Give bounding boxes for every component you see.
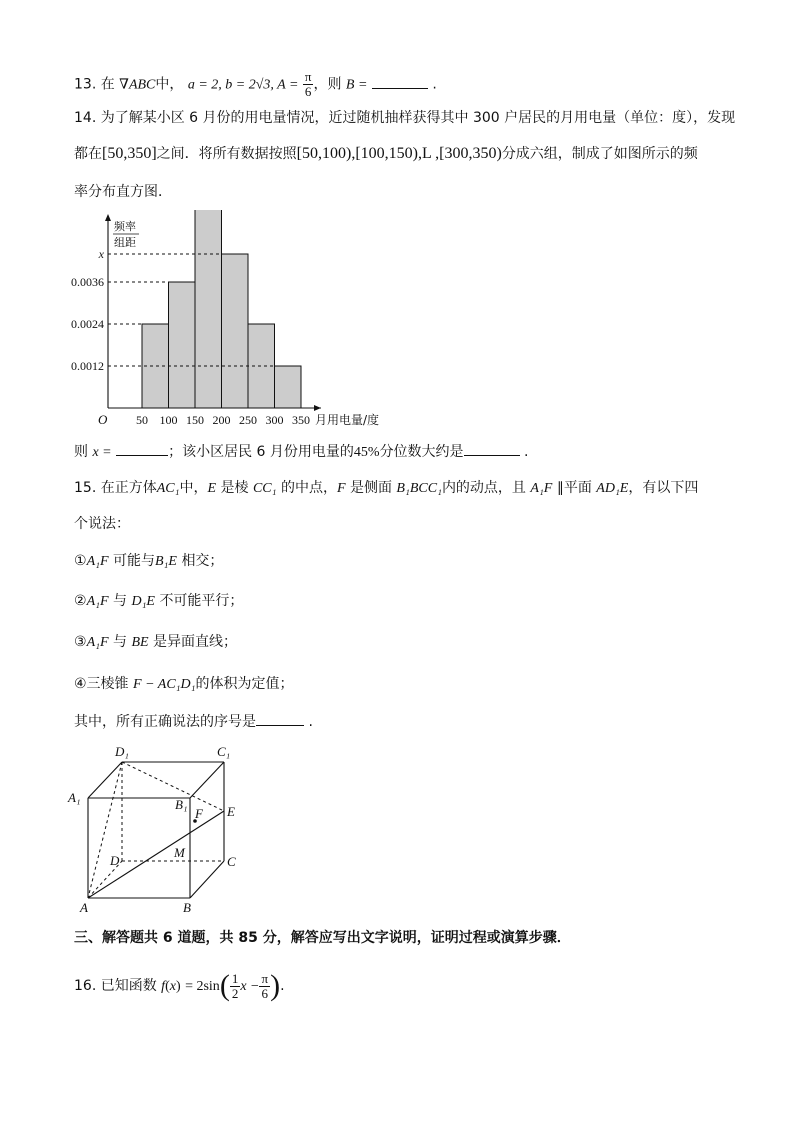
q15-line1-a: 在正方体 <box>100 480 157 496</box>
x-tick-label: 50 <box>136 413 148 427</box>
q15-statement-3 <box>74 632 237 653</box>
q15-line2 <box>74 514 130 534</box>
x-tick-label: 250 <box>239 413 257 427</box>
q14-answer-c: 分位数大约是 <box>379 444 464 460</box>
q15-A1F: A₁F <box>530 481 553 496</box>
label-F: F <box>195 806 203 821</box>
edge-B1-C1 <box>190 762 224 798</box>
q15-number: 15. <box>74 480 97 496</box>
q13-text-in: 在 <box>100 76 115 93</box>
q14-answer-line <box>74 441 528 463</box>
q15-line1 <box>74 478 698 499</box>
q15-line1-f: 内的动点，且 <box>441 480 526 496</box>
q16-eq: = 2sin <box>185 979 220 994</box>
q16-text: 已知函数 <box>100 978 157 994</box>
q14-line2-a: 都在 <box>74 146 102 162</box>
q16-x: x <box>169 979 176 994</box>
q15-CC1: CC₁ <box>252 481 277 496</box>
q15-statement-4 <box>74 674 294 695</box>
origin-label: O <box>98 412 108 427</box>
label-B1: B₁ <box>175 797 188 812</box>
label-D1: D₁ <box>115 744 129 759</box>
q15-line1-d: 的中点， <box>280 480 337 496</box>
q15-line1-b: 中， <box>179 480 208 496</box>
x-tick-label: 300 <box>265 413 284 427</box>
q13-text-zhong: 中， <box>155 76 184 93</box>
q15-statement-1 <box>74 551 223 572</box>
q13-triangle: ∇ABC <box>119 77 156 93</box>
label-D: D <box>110 853 120 868</box>
q16-close-paren: ) <box>175 979 181 994</box>
q14-line3-text: 率分布直方图． <box>74 184 172 200</box>
q15-E: E <box>207 481 217 496</box>
q15-line1-e: 是侧面 <box>349 480 392 496</box>
histogram-bars <box>142 210 301 408</box>
q15-s1-a: ① <box>74 553 87 569</box>
q16-xminus: x − <box>240 979 260 994</box>
cube-hidden-edges <box>88 762 224 898</box>
y-axis-label-denominator: 组距 <box>114 236 136 249</box>
edge-A-E <box>88 811 224 898</box>
q14-percentile-blank[interactable] <box>464 441 520 456</box>
q15-s1-c: 可能与 <box>113 553 155 569</box>
histogram-bar <box>169 282 196 408</box>
q14-line1 <box>74 108 735 128</box>
q16-open-paren: ( <box>165 979 170 994</box>
histogram-bar <box>275 366 302 408</box>
q15-s2-b: A₁F <box>86 594 109 609</box>
q15-face: B₁BCC₁ <box>396 481 442 496</box>
q15-s1-d: B₁E <box>155 554 177 569</box>
q15-F: F <box>336 481 346 496</box>
q14-number: 14. <box>74 110 97 126</box>
q13-pi-over-6 <box>303 70 314 99</box>
q14-period: . <box>524 444 529 460</box>
label-C: C <box>227 854 236 869</box>
q15-line2-text: 个说法： <box>74 516 130 532</box>
q16-line <box>74 968 285 1005</box>
label-A1: A₁ <box>68 790 81 805</box>
q16-f: f <box>161 979 166 994</box>
q13-period: . <box>432 76 437 93</box>
q15-s3-b: A₁F <box>86 635 109 650</box>
q13-frac-den: 6 <box>304 84 312 99</box>
q15-parallel: ∥平面 <box>556 480 592 496</box>
q15-statement-2 <box>74 591 243 612</box>
histogram-bar <box>222 254 249 408</box>
q15-s3-a: ③ <box>74 634 87 650</box>
q15-period: . <box>308 714 313 730</box>
q15-plane: AD₁E <box>596 481 629 496</box>
q15-line1-c: 是棱 <box>220 480 249 496</box>
label-C1: C₁ <box>217 744 231 759</box>
y-tick-label: 0.0036 <box>71 275 104 289</box>
x-axis-arrow <box>314 405 321 411</box>
q14-line2-c: 分成六组，制成了如图所示的频 <box>501 146 698 162</box>
q15-ask-line <box>74 711 313 732</box>
q13-then: ，则 <box>313 76 342 93</box>
x-tick-label: 150 <box>186 413 204 427</box>
q14-x-blank[interactable] <box>116 441 168 456</box>
q15-s3-c: 与 <box>113 634 127 650</box>
q13-number: 13. <box>74 76 97 93</box>
histogram-chart <box>60 210 400 430</box>
q14-line2-b: 之间．将所有数据按照 <box>156 146 297 162</box>
q15-s2-e: 不可能平行； <box>159 593 244 609</box>
q15-s4-c: 的体积为定值； <box>195 676 294 692</box>
q15-ask: 其中，所有正确说法的序号是 <box>74 714 256 730</box>
y-tick-label: x <box>98 247 104 261</box>
cube-edges <box>88 762 224 898</box>
q15-answer-blank[interactable] <box>256 711 304 726</box>
q15-s1-e: 相交； <box>181 553 224 569</box>
edge-B-C <box>190 861 224 898</box>
q15-s4-b: F − AC₁D₁ <box>133 677 196 692</box>
label-A: A <box>80 900 88 915</box>
q16-half-den: 2 <box>231 985 239 1001</box>
q15-s2-a: ② <box>74 593 87 609</box>
label-M: M <box>174 845 185 860</box>
q14-interval-range: [50,350] <box>102 145 157 162</box>
q15-s1-b: A₁F <box>86 554 109 569</box>
q16-big-close-paren: ) <box>270 969 281 1002</box>
section-3-heading: 三、解答题共 6 道题，共 85 分，解答应写出文字说明，证明过程或演算步骤． <box>74 930 571 946</box>
edge-D1-A <box>88 762 122 898</box>
q13-answer-blank[interactable] <box>372 74 428 89</box>
q15-s2-c: 与 <box>113 593 127 609</box>
y-tick-label: 0.0012 <box>71 359 104 373</box>
label-B: B <box>183 900 191 915</box>
q14-percent: 45% <box>353 445 380 460</box>
q15-s4-a: ④三棱锥 <box>74 676 129 692</box>
q13-line <box>74 70 437 99</box>
q16-half-num: 1 <box>231 970 239 986</box>
q16-pi-den: 6 <box>261 985 269 1001</box>
edge-D1-E <box>122 762 224 811</box>
q13-B: B = <box>345 77 368 93</box>
q14-line1-text: 为了解某小区 6 月份的用电量情况，近过随机抽样获得其中 300 户居民的月用电量（单位：度），发现 <box>100 110 736 126</box>
q16-big-open-paren: ( <box>219 969 230 1002</box>
histogram-bar <box>195 210 222 408</box>
x-tick-label: 350 <box>292 413 310 427</box>
y-tick-label: 0.0024 <box>71 317 104 331</box>
q15-s2-d: D₁E <box>131 594 155 609</box>
q16-number: 16. <box>74 978 97 994</box>
y-axis-label-numerator: 频率 <box>114 220 136 233</box>
q14-answer-a: 则 <box>74 444 88 460</box>
q15-cube: AC₁ <box>156 481 180 496</box>
q14-answer-b: ；该小区居民 6 月份用电量的 <box>168 444 354 460</box>
q16-period: . <box>280 978 285 994</box>
q13-frac-num: π <box>304 69 312 84</box>
label-E: E <box>227 804 235 819</box>
q16-pi-over-6 <box>259 972 270 1001</box>
y-axis-arrow <box>105 214 111 221</box>
q14-groups: [50,100),[100,150),L ,[300,350) <box>296 145 502 162</box>
q14-line3 <box>74 182 172 202</box>
q16-pi-num: π <box>261 970 269 986</box>
cube-figure <box>60 738 260 918</box>
x-tick-label: 200 <box>212 413 231 427</box>
q14-line2 <box>74 144 698 164</box>
x-tick-label: 100 <box>159 413 178 427</box>
q15-line1-g: ，有以下四 <box>628 480 699 496</box>
q15-s3-d: BE <box>131 635 149 650</box>
edge-A1-D1 <box>88 762 122 798</box>
q13-given: a = 2, b = 2√3, A = <box>187 77 299 93</box>
q14-x-eq: x = <box>92 445 112 460</box>
q16-one-half <box>230 972 241 1001</box>
q15-s3-e: 是异面直线； <box>153 634 238 650</box>
x-axis-label: 月用电量/度 <box>315 413 380 427</box>
